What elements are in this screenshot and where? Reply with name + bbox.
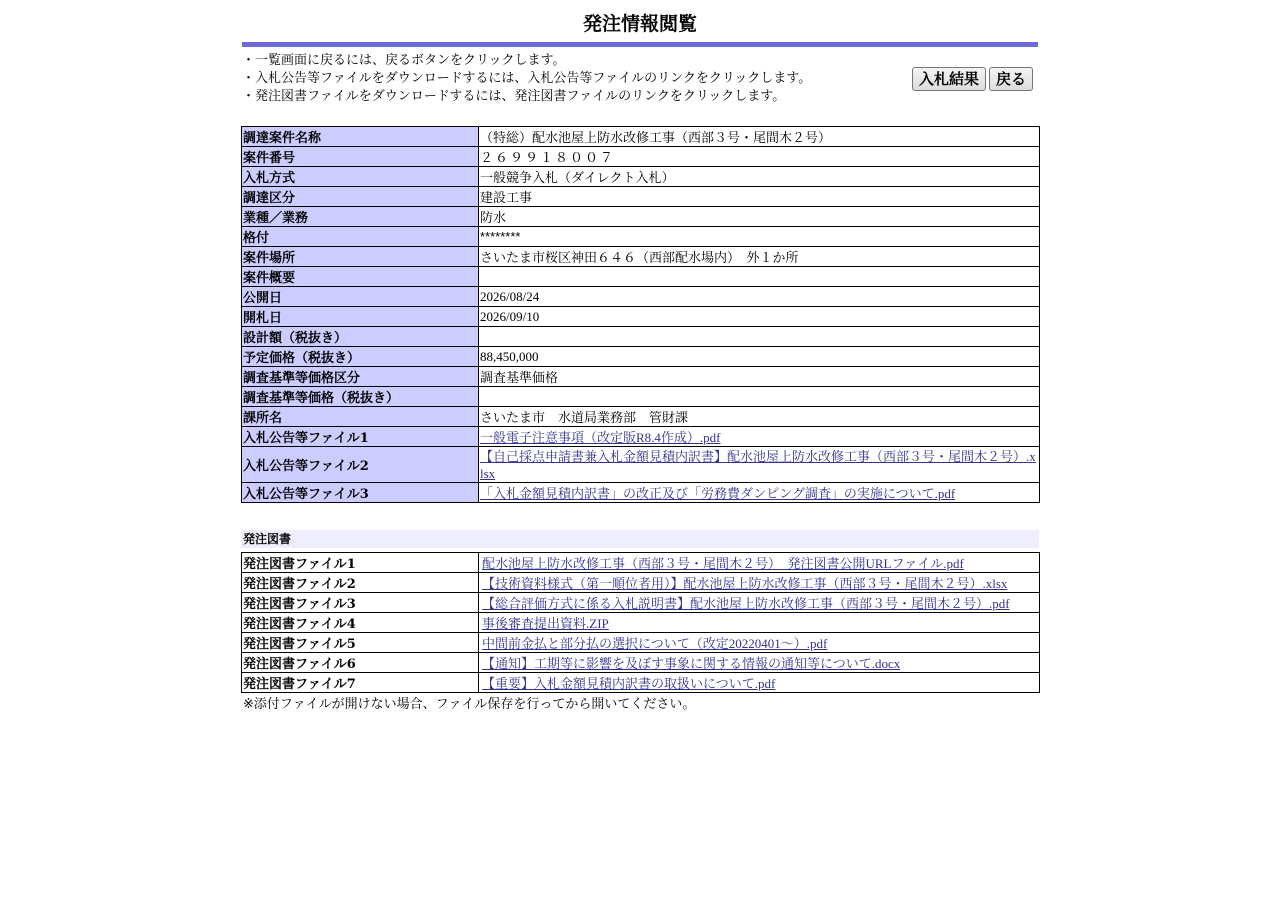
row-label: 発注図書ファイル6 xyxy=(242,653,479,673)
table-row xyxy=(242,483,1040,503)
instructions xyxy=(242,52,811,106)
table-row xyxy=(242,447,1040,483)
row-value: 調査基準価格 xyxy=(479,367,1040,387)
table-row xyxy=(242,427,1040,447)
row-label: 入札方式 xyxy=(242,167,479,187)
table-row xyxy=(242,207,1040,227)
instruction-line: ・入札公告等ファイルをダウンロードするには、入札公告等ファイルのリンクをクリックします。 xyxy=(242,71,812,86)
table-row xyxy=(242,387,1040,407)
table-row xyxy=(242,593,1040,613)
table-row xyxy=(242,227,1040,247)
order-docs-table xyxy=(241,552,1040,693)
table-row xyxy=(242,367,1040,387)
row-value xyxy=(479,633,1040,653)
table-row xyxy=(242,407,1040,427)
row-label: 発注図書ファイル4 xyxy=(242,613,479,633)
row-value: 建設工事 xyxy=(479,187,1040,207)
row-value xyxy=(479,327,1040,347)
row-label: 予定価格（税抜き） xyxy=(242,347,479,367)
row-label: 格付 xyxy=(242,227,479,247)
bid-result-button[interactable]: 入札結果 xyxy=(912,67,986,91)
order-doc-file-3-link[interactable]: 【総合評価方式に係る入札説明書】配水池屋上防水改修工事（西部３号・尾間木２号）.pdf xyxy=(482,596,1010,611)
table-row xyxy=(242,167,1040,187)
instruction-line: ・一覧画面に戻るには、戻るボタンをクリックします。 xyxy=(242,53,566,68)
instruction-line: ・発注図書ファイルをダウンロードするには、発注図書ファイルのリンクをクリックします。 xyxy=(242,89,786,104)
bid-notice-file-1-link[interactable]: 一般電子注意事項（改定版R8.4作成）.pdf xyxy=(480,430,721,445)
row-label: 設計額（税抜き） xyxy=(242,327,479,347)
page-title: 発注情報閲覧 xyxy=(582,13,697,35)
row-label: 公開日 xyxy=(242,287,479,307)
row-label: 調査基準等価格区分 xyxy=(242,367,479,387)
table-row xyxy=(242,573,1040,593)
row-value xyxy=(479,673,1040,693)
row-label: 業種／業務 xyxy=(242,207,479,227)
order-doc-file-1-link[interactable]: 配水池屋上防水改修工事（西部３号・尾間木２号） 発注図書公開URLファイル.pdf xyxy=(482,556,964,571)
back-button[interactable]: 戻る xyxy=(989,67,1033,91)
row-label: 入札公告等ファイル1 xyxy=(242,427,479,447)
table-row xyxy=(242,287,1040,307)
case-info-table xyxy=(241,126,1040,503)
row-value xyxy=(479,483,1040,503)
order-docs-header: 発注図書 xyxy=(241,530,1039,548)
row-label: 案件場所 xyxy=(242,247,479,267)
table-row xyxy=(242,653,1040,673)
order-doc-file-5-link[interactable]: 中間前金払と部分払の選択について（改定20220401～）.pdf xyxy=(482,636,828,651)
row-value xyxy=(479,593,1040,613)
row-value: さいたま市桜区神田６４６（西部配水場内） 外１か所 xyxy=(479,247,1040,267)
table-row xyxy=(242,247,1040,267)
table-row xyxy=(242,187,1040,207)
table-row xyxy=(242,147,1040,167)
row-value xyxy=(479,553,1040,573)
row-label: 発注図書ファイル5 xyxy=(242,633,479,653)
table-row xyxy=(242,347,1040,367)
table-row xyxy=(242,673,1040,693)
row-label: 発注図書ファイル3 xyxy=(242,593,479,613)
row-label: 開札日 xyxy=(242,307,479,327)
table-row xyxy=(242,633,1040,653)
order-doc-file-2-link[interactable]: 【技術資料様式（第一順位者用）】配水池屋上防水改修工事（西部３号・尾間木２号）.xlsx xyxy=(482,576,1008,591)
row-label: 調達案件名称 xyxy=(242,127,479,147)
row-label: 調達区分 xyxy=(242,187,479,207)
table-row xyxy=(242,267,1040,287)
row-value: ******** xyxy=(479,227,1040,247)
row-value xyxy=(479,267,1040,287)
title-divider xyxy=(242,42,1038,47)
table-row xyxy=(242,553,1040,573)
row-value: 2026/09/10 xyxy=(479,307,1040,327)
row-label: 調査基準等価格（税抜き） xyxy=(242,387,479,407)
row-value: 88,450,000 xyxy=(479,347,1040,367)
row-value xyxy=(479,653,1040,673)
row-value: 一般競争入札（ダイレクト入札） xyxy=(479,167,1040,187)
row-value: 防水 xyxy=(479,207,1040,227)
row-value xyxy=(479,387,1040,407)
table-row xyxy=(242,613,1040,633)
row-value xyxy=(479,573,1040,593)
row-value xyxy=(479,447,1040,483)
row-value: ２６９９１８００７ xyxy=(479,147,1040,167)
table-row xyxy=(242,127,1040,147)
order-doc-file-4-link[interactable]: 事後審査提出資料.ZIP xyxy=(482,616,609,631)
row-label: 課所名 xyxy=(242,407,479,427)
table-row xyxy=(242,307,1040,327)
row-value xyxy=(479,613,1040,633)
table-row xyxy=(242,327,1040,347)
row-value xyxy=(479,427,1040,447)
attachment-note: ※添付ファイルが開けない場合、ファイル保存を行ってから開いてください。 xyxy=(243,697,696,712)
bid-notice-file-3-link[interactable]: 「入札金額見積内訳書」の改正及び「労務費ダンピング調査」の実施について.pdf xyxy=(480,486,956,501)
row-label: 案件概要 xyxy=(242,267,479,287)
row-label: 案件番号 xyxy=(242,147,479,167)
bid-notice-file-2-link[interactable]: 【自己採点申請書兼入札金額見積内訳書】配水池屋上防水改修工事（西部３号・尾間木２号）.xlsx xyxy=(480,448,1036,481)
row-value: さいたま市 水道局業務部 管財課 xyxy=(479,407,1040,427)
row-value: （特総）配水池屋上防水改修工事（西部３号・尾間木２号） xyxy=(479,127,1040,147)
row-label: 発注図書ファイル2 xyxy=(242,573,479,593)
row-label: 発注図書ファイル1 xyxy=(242,553,479,573)
action-buttons xyxy=(912,67,1033,91)
row-label: 入札公告等ファイル3 xyxy=(242,483,479,503)
row-label: 発注図書ファイル7 xyxy=(242,673,479,693)
row-label: 入札公告等ファイル2 xyxy=(242,447,479,483)
order-doc-file-6-link[interactable]: 【通知】工期等に影響を及ぼす事象に関する情報の通知等について.docx xyxy=(482,656,901,671)
order-doc-file-7-link[interactable]: 【重要】入札金額見積内訳書の取扱いについて.pdf xyxy=(482,676,776,691)
row-value: 2026/08/24 xyxy=(479,287,1040,307)
